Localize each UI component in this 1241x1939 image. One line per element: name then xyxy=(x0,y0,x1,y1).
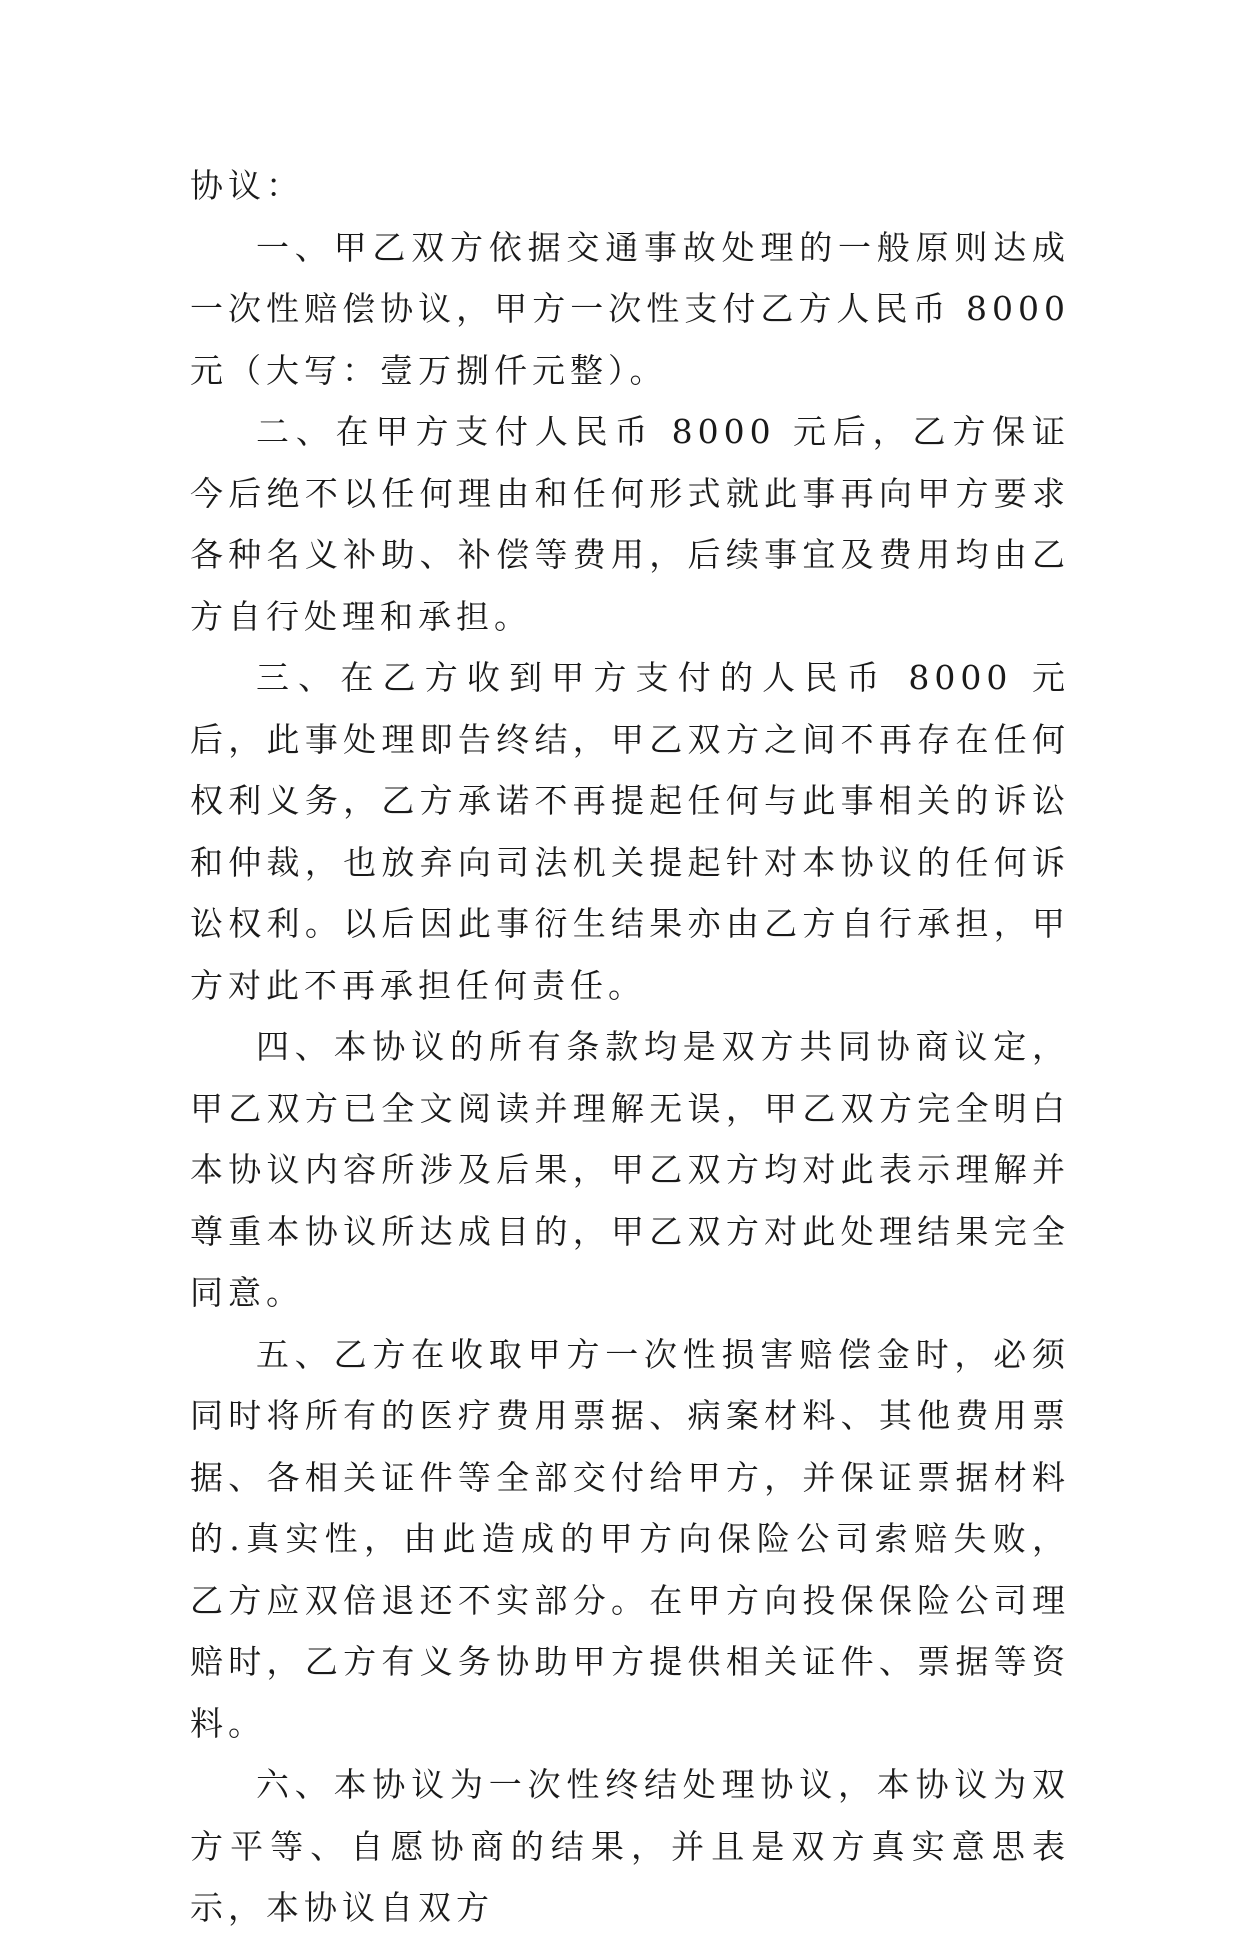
agreement-body xyxy=(190,155,1070,1939)
clause-2: 二、在甲方支付人民币 8000 元后，乙方保证今后绝不以任何理由和任何形式就此事再向甲方要求各种名义补助、补偿等费用，后续事宜及费用均由乙方自行处理和承担。 xyxy=(190,412,1070,636)
clause-4: 四、本协议的所有条款均是双方共同协商议定，甲乙双方已全文阅读并理解无误，甲乙双方完全明白本协议内容所涉及后果，甲乙双方均对此表示理解并尊重本协议所达成目的，甲乙双方对此处理结果完全同意。 xyxy=(190,1027,1070,1312)
clause-1: 一、甲乙双方依据交通事故处理的一般原则达成一次性赔偿协议，甲方一次性支付乙方人民币 8000 元（大写：壹万捌仟元整）。 xyxy=(190,227,1070,390)
agreement-intro: 协议： xyxy=(190,166,304,205)
clause-3: 三、在乙方收到甲方支付的人民币 8000 元后，此事处理即告终结，甲乙双方之间不再存在任何权利义务，乙方承诺不再提起任何与此事相关的诉讼和仲裁，也放弃向司法机关提起针对本协议的任何诉讼权利。以后因此事衍生结果亦由乙方自行承担，甲方对此不再承担任何责任。 xyxy=(190,658,1070,1005)
clause-5: 五、乙方在收取甲方一次性损害赔偿金时，必须同时将所有的医疗费用票据、病案材料、其他费用票据、各相关证件等全部交付给甲方，并保证票据材料的.真实性，由此造成的甲方向保险公司索赔失败，乙方应双倍退还不实部分。在甲方向投保保险公司理赔时，乙方有义务协助甲方提供相关证件、票据等资料。 xyxy=(190,1334,1070,1743)
clause-6: 六、本协议为一次性终结处理协议，本协议为双方平等、自愿协商的结果，并且是双方真实意思表示，本协议自双方 xyxy=(190,1765,1070,1927)
